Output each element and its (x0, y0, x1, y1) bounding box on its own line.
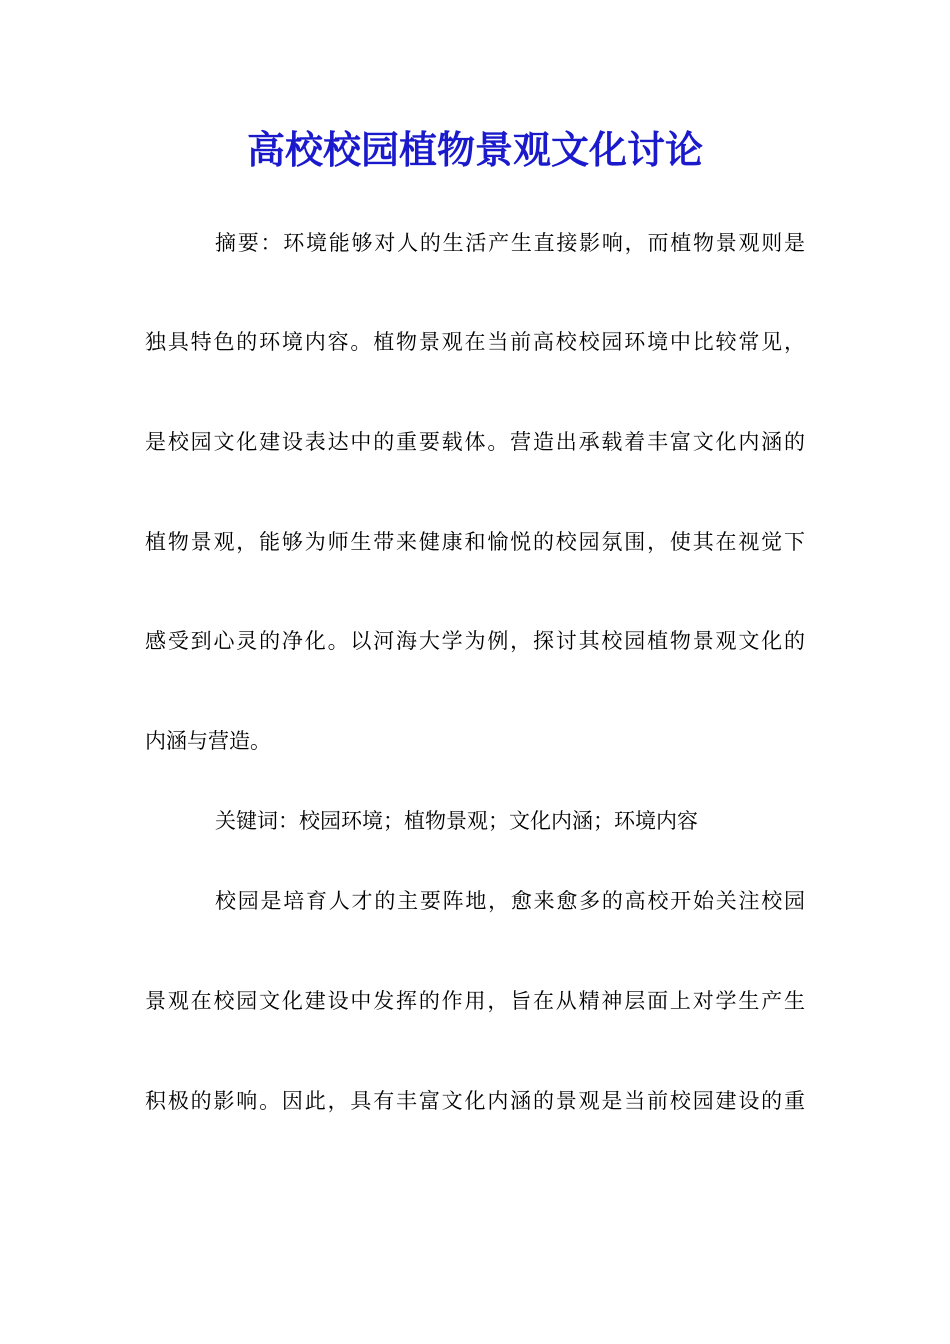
body-line-1: 校园是培育人才的主要阵地，愈来愈多的高校开始关注校园 (215, 889, 805, 913)
abstract-line-4: 植物景观，能够为师生带来健康和愉悦的校园氛围，使其在视觉下 (145, 530, 805, 554)
document-title: 高校校园植物景观文化讨论 (246, 127, 703, 172)
abstract-line-2: 独具特色的环境内容。植物景观在当前高校校园环境中比较常见， (145, 330, 805, 354)
abstract-line-3: 是校园文化建设表达中的重要载体。营造出承载着丰富文化内涵的 (145, 430, 805, 454)
body-line-2: 景观在校园文化建设中发挥的作用，旨在从精神层面上对学生产生 (145, 989, 805, 1013)
keywords-line: 关键词：校园环境；植物景观；文化内涵；环境内容 (215, 809, 698, 833)
abstract-line-6: 内涵与营造。 (145, 729, 271, 753)
body-line-3: 积极的影响。因此，具有丰富文化内涵的景观是当前校园建设的重 (145, 1089, 805, 1113)
abstract-line-1: 摘要：环境能够对人的生活产生直接影响，而植物景观则是 (215, 231, 805, 255)
abstract-line-5: 感受到心灵的净化。以河海大学为例，探讨其校园植物景观文化的 (145, 629, 805, 653)
